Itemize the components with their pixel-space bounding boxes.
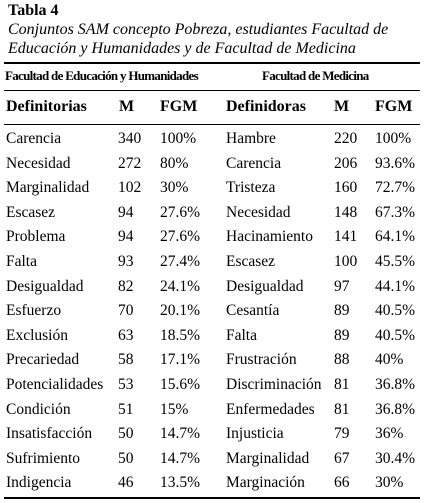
cell-definitoria: Desigualdad	[6, 277, 84, 295]
header-definidoras: Definidoras	[226, 98, 306, 115]
header-m-educacion: M	[119, 98, 135, 115]
cell-definidora: Tristeza	[226, 179, 276, 197]
cell-definitoria: Escasez	[6, 203, 56, 221]
cell-fgm-educacion: 14.7%	[160, 449, 201, 467]
cell-m-medicina: 81	[334, 376, 350, 393]
cell-m-educacion: 51	[118, 400, 134, 418]
cell-fgm-medicina: 30.4%	[375, 449, 416, 467]
cell-fgm-educacion: 80%	[160, 154, 189, 172]
cell-m-medicina: 81	[334, 400, 350, 418]
cell-m-medicina: 89	[334, 326, 350, 344]
cell-fgm-educacion: 24.1%	[160, 277, 201, 295]
group-header-educacion: Facultad de Educación y Humanidades	[5, 68, 198, 83]
cell-definitoria: Falta	[6, 253, 37, 270]
header-rule	[4, 124, 420, 125]
cell-definidora: Frustración	[226, 351, 297, 369]
cell-m-medicina: 206	[334, 154, 358, 172]
cell-definitoria: Necesidad	[6, 154, 71, 172]
cell-fgm-medicina: 64.1%	[375, 228, 416, 246]
header-fgm-medicina: FGM	[375, 98, 413, 115]
cell-definitoria: Carencia	[6, 130, 62, 147]
cell-m-medicina: 89	[334, 302, 350, 320]
cell-fgm-medicina: 36%	[375, 425, 404, 443]
cell-m-educacion: 50	[118, 449, 134, 467]
cell-fgm-medicina: 40.5%	[375, 326, 416, 344]
cell-definitoria: Indigencia	[6, 474, 72, 492]
cell-fgm-medicina: 36.8%	[375, 400, 416, 418]
cell-m-medicina: 141	[334, 228, 358, 246]
cell-fgm-medicina: 93.6%	[375, 154, 416, 172]
cell-definidora: Cesantía	[226, 302, 280, 320]
cell-m-medicina: 100	[334, 253, 358, 270]
cell-m-medicina: 148	[334, 203, 358, 221]
cell-m-educacion: 340	[118, 130, 142, 147]
cell-fgm-medicina: 72.7%	[375, 179, 416, 197]
cell-fgm-educacion: 17.1%	[160, 351, 201, 369]
cell-fgm-educacion: 13.5%	[160, 474, 201, 492]
cell-m-educacion: 63	[118, 326, 134, 344]
cell-definidora: Marginalidad	[226, 449, 310, 467]
cell-fgm-medicina: 36.8%	[375, 376, 416, 393]
group-header-medicina: Facultad de Medicina	[262, 68, 369, 83]
group-rule	[4, 90, 420, 91]
cell-m-educacion: 53	[118, 376, 134, 393]
table-number: Tabla 4	[8, 2, 59, 19]
cell-definidora: Hacinamiento	[226, 228, 313, 246]
cell-fgm-educacion: 14.7%	[160, 425, 201, 443]
header-m-medicina: M	[334, 98, 350, 115]
cell-definidora: Hambre	[226, 130, 276, 147]
cell-definitoria: Problema	[6, 228, 66, 246]
cell-definitoria: Precariedad	[6, 351, 80, 369]
cell-definitoria: Potencialidades	[6, 376, 104, 393]
cell-definitoria: Esfuerzo	[6, 302, 62, 320]
cell-fgm-medicina: 40%	[375, 351, 404, 369]
cell-definidora: Discriminación	[226, 376, 322, 393]
cell-fgm-medicina: 100%	[375, 130, 412, 147]
cell-definitoria: Condición	[6, 400, 71, 418]
cell-definidora: Marginación	[226, 474, 305, 492]
cell-definidora: Carencia	[226, 154, 282, 172]
cell-m-medicina: 220	[334, 130, 358, 147]
cell-fgm-medicina: 45.5%	[375, 253, 416, 270]
cell-definidora: Falta	[226, 326, 257, 344]
cell-m-medicina: 88	[334, 351, 350, 369]
cell-m-educacion: 70	[118, 302, 134, 320]
cell-definidora: Escasez	[226, 253, 276, 270]
cell-definitoria: Insatisfacción	[6, 425, 93, 443]
cell-fgm-educacion: 15%	[160, 400, 189, 418]
header-definitorias: Definitorias	[6, 98, 87, 115]
cell-m-educacion: 46	[118, 474, 134, 492]
cell-definidora: Necesidad	[226, 203, 291, 221]
cell-fgm-educacion: 27.6%	[160, 203, 201, 221]
cell-m-educacion: 50	[118, 425, 134, 443]
cell-fgm-educacion: 100%	[160, 130, 197, 147]
cell-m-educacion: 102	[118, 179, 142, 197]
cell-fgm-educacion: 27.6%	[160, 228, 201, 246]
header-fgm-educacion: FGM	[160, 98, 198, 115]
cell-fgm-educacion: 30%	[160, 179, 189, 197]
cell-definidora: Enfermedades	[226, 400, 315, 418]
cell-m-medicina: 66	[334, 474, 350, 492]
cell-fgm-medicina: 40.5%	[375, 302, 416, 320]
cell-fgm-educacion: 27.4%	[160, 253, 201, 270]
cell-fgm-medicina: 30%	[375, 474, 404, 492]
cell-definitoria: Marginalidad	[6, 179, 90, 197]
cell-fgm-medicina: 67.3%	[375, 203, 416, 221]
cell-m-medicina: 67	[334, 449, 350, 467]
table-caption: Conjuntos SAM concepto Pobreza, estudiantes Facultad de Educación y Humanidades y de Facultad de Medicina	[8, 21, 389, 57]
cell-fgm-medicina: 44.1%	[375, 277, 416, 295]
cell-m-educacion: 94	[118, 203, 134, 221]
cell-fgm-educacion: 20.1%	[160, 302, 201, 320]
cell-definidora: Desigualdad	[226, 277, 304, 295]
cell-m-medicina: 79	[334, 425, 350, 443]
cell-m-educacion: 82	[118, 277, 134, 295]
cell-m-educacion: 93	[118, 253, 134, 270]
cell-fgm-educacion: 15.6%	[160, 376, 201, 393]
cell-definidora: Injusticia	[226, 425, 284, 443]
cell-m-medicina: 97	[334, 277, 350, 295]
bottom-rule	[4, 497, 420, 499]
cell-m-educacion: 272	[118, 154, 142, 172]
cell-definitoria: Sufrimiento	[6, 449, 81, 467]
top-rule	[4, 62, 420, 64]
cell-m-medicina: 160	[334, 179, 358, 197]
cell-m-educacion: 94	[118, 228, 134, 246]
cell-m-educacion: 58	[118, 351, 134, 369]
cell-fgm-educacion: 18.5%	[160, 326, 201, 344]
cell-definitoria: Exclusión	[6, 326, 68, 344]
